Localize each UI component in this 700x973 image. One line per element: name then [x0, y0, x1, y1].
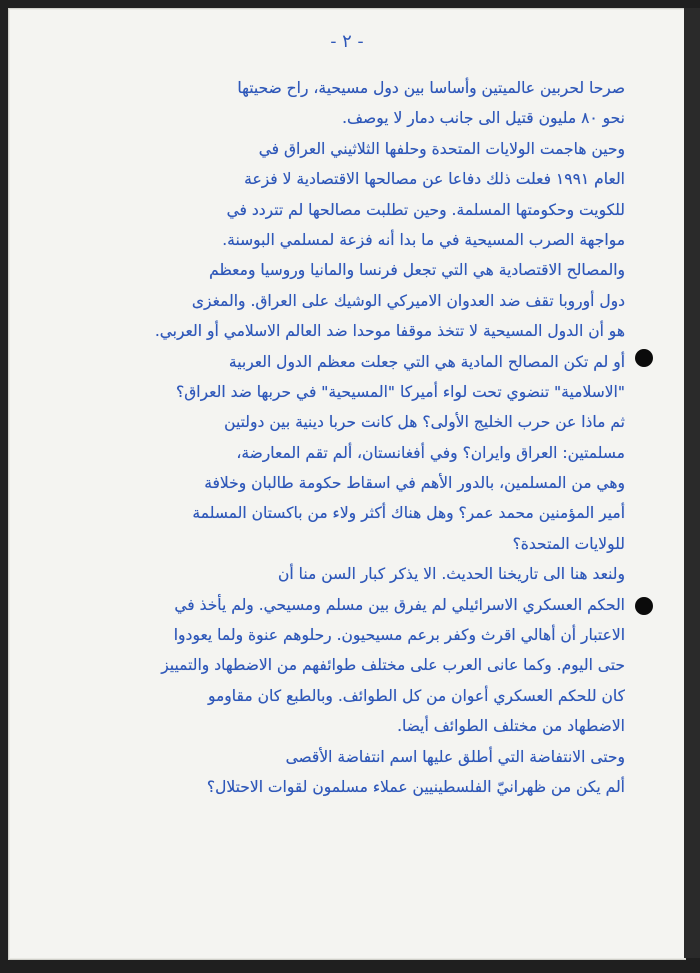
text-line: دول أوروبا تقف ضد العدوان الاميركي الوشيك على العراق. والمغزى [191, 291, 625, 310]
text-line: الاضطهاد من مختلف الطوائف أيضا. [397, 717, 625, 736]
text-line: للكويت وحكومتها المسلمة. وحين تطلبت مصالحها لم تتردد في [226, 200, 625, 219]
text-line: العام ١٩٩١ فعلت ذلك دفاعا عن مصالحها الاقتصادية لا فزعة [244, 170, 625, 189]
text-line: الحكم العسكري الاسرائيلي لم يفرق بين مسلم ومسيحي. ولم يأخذ في [174, 595, 625, 614]
text-line: صرحا لحربين عالميتين وأساسا بين دول مسيحية، راح ضحيتها [237, 79, 625, 97]
text-line: كان للحكم العسكري أعوان من كل الطوائف. وبالطبع كان مقاومو [208, 686, 625, 705]
text-line: هو أن الدول المسيحية لا تتخذ موقفا موحدا ضد العالم الاسلامي أو العربي. [154, 322, 625, 341]
text-line: ثم ماذا عن حرب الخليج الأولى؟ هل كانت حربا دينية بين دولتين [224, 413, 625, 432]
text-line: وحين هاجمت الولايات المتحدة وحلفها الثلاثيني العراق في [258, 139, 625, 158]
handwritten-text-block [43, 73, 625, 802]
text-line: حتى اليوم. وكما عانى العرب على مختلف طوائفهم من الاضطهاد والتمييز [161, 656, 625, 675]
text-line: "الاسلامية" تنضوي تحت لواء أميركا "المسيحية" في حربها ضد العراق؟ [176, 382, 625, 401]
text-line: وهي من المسلمين، بالدور الأهم في اسقاط حكومة طالبان وخلافة [204, 474, 625, 493]
scan-border [684, 8, 700, 958]
text-line: الاعتبار أن أهالي اقرث وكفر برعم مسيحيون. رحلوهم عنوة ولما يعودوا [173, 626, 625, 645]
text-line: أو لم تكن المصالح المادية هي التي جعلت معظم الدول العربية [228, 352, 625, 371]
text-line: مسلمتين: العراق وايران؟ وفي أفغانستان، ألم تقم المعارضة، [236, 443, 625, 462]
page-number: - ٢ - [330, 31, 364, 52]
text-line: وحتى الانتفاضة التي أطلق عليها اسم انتفاضة الأقصى [285, 747, 625, 766]
punch-hole [635, 597, 653, 615]
text-line: للولايات المتحدة؟ [512, 534, 625, 553]
document-page [8, 8, 686, 960]
punch-hole [635, 349, 653, 367]
text-line: ولنعد هنا الى تاريخنا الحديث. الا يذكر كبار السن منا أن [277, 565, 625, 584]
text-line: نحو ٨٠ مليون قتيل الى جانب دمار لا يوصف. [342, 109, 625, 128]
text-line: والمصالح الاقتصادية هي التي تجعل فرنسا والمانيا وروسيا ومعظم [209, 261, 625, 280]
text-line: مواجهة الصرب المسيحية في ما بدا أنه فزعة لمسلمي البوسنة. [222, 230, 625, 249]
text-line: ألم يكن من ظهرانيّ الفلسطينيين عملاء مسلمون لقوات الاحتلال؟ [206, 777, 625, 796]
text-line: أمير المؤمنين محمد عمر؟ وهل هناك أكثر ولاء من باكستان المسلمة [192, 504, 625, 523]
